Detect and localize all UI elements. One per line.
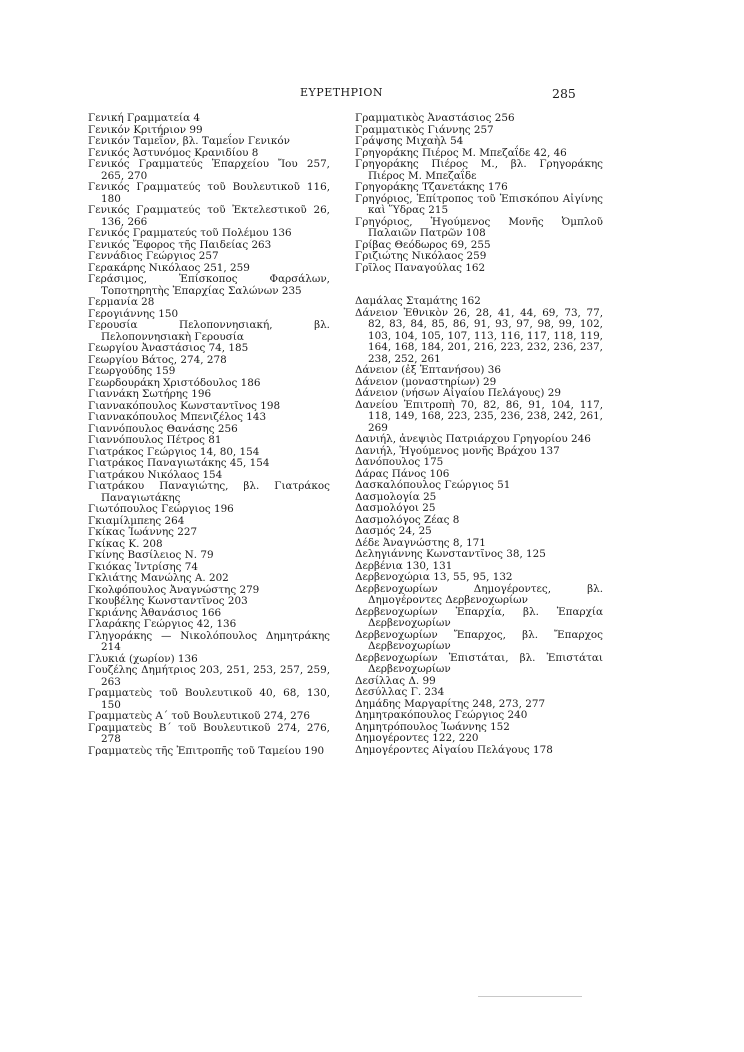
index-entry: Γριζιώτης Νικόλαος 259: [355, 250, 487, 262]
index-entry: Γιαννακόπουλος Κωνσταντῖνος 198: [88, 399, 281, 412]
index-entry: Δημογέροντες Αἰγαίου Πελάγους 178: [355, 743, 553, 756]
index-entry: Δασμολόγοι 25: [355, 502, 436, 514]
page-header: [0, 86, 744, 106]
index-entry: Δαμάλας Σταμάτης 162: [355, 295, 481, 307]
index-entry: Γενικός Γραμματεύς Ἐπαρχείου Ἴου 257, 265, 270: [88, 158, 330, 182]
index-entry: Δασκαλόπουλος Γεώργιος 51: [355, 479, 511, 491]
index-entry: Γιωτόπουλος Γεώργιος 196: [88, 503, 234, 515]
index-entry: Δημητρόπουλος Ἰωάννης 152: [355, 720, 510, 733]
index-entry: Γερογιάννης 150: [88, 307, 179, 320]
index-entry: Δερβένια 130, 131: [355, 559, 453, 572]
index-entry: Γενικός Ἔφορος τῆς Παιδείας 263: [88, 238, 272, 251]
index-entry: Δάνειον Ἐθνικὸν 26, 28, 41, 44, 69, 73, 77, 82, 83, 84, 85, 86, 91, 93, 97, 98, 99, 102, 103, 104, 105, 107, 113, 116, 117, 118, 119, 164, 168, 184, 201, 216, 223, 232, 236, 237, 238, 252, 261: [355, 306, 603, 365]
running-title: ΕΥΡΕΤΗΡΙΟΝ: [300, 86, 384, 99]
index-column-left: [88, 113, 330, 757]
index-entry: Γραμματικὸς Ἀναστάσιος 256: [355, 112, 515, 124]
index-entry: Γερουσία Πελοποννησιακή, βλ. Πελοποννησιακὴ Γερουσία: [88, 319, 330, 343]
index-entry: Δερβενοχωρίων Δημογέροντες, βλ. Δημογέροντες Δερβενοχωρίων: [355, 582, 603, 606]
index-entry: Γλαράκης Γεώργιος 42, 136: [88, 618, 237, 630]
index-entry: Γληγοράκης — Νικολόπουλος Δημητράκης 214: [88, 629, 330, 653]
index-entry: Γιαννόπουλος Θανάσης 256: [88, 422, 238, 435]
index-entry: Γραμματεὺς Β΄ τοῦ Βουλευτικοῦ 274, 276, 278: [88, 721, 330, 745]
index-entry: Γκιόκας Ἰντρίσης 74: [88, 560, 198, 573]
index-entry: Γρηγοράκης Πιέρος Μ., βλ. Γρηγοράκης Πιέρος Μ. Μπεζαΐδε: [355, 158, 603, 182]
page-number: 285: [552, 86, 576, 101]
index-entry: Δασμολόγος Ζέας 8: [355, 513, 460, 526]
index-entry: Γενικόν Ταμεΐον, βλ. Ταμεΐον Γενικόν: [88, 135, 290, 147]
index-entry: Γρίβας Θεόδωρος 69, 255: [355, 238, 491, 251]
index-entry: Γρηγοράκης Τζανετάκης 176: [355, 181, 508, 193]
index-entry: Δερβενοχώρια 13, 55, 95, 132: [355, 571, 513, 583]
index-entry: Γιατράκος Γεώργιος 14, 80, 154: [88, 445, 260, 458]
index-entry: Γκίνης Βασίλειος Ν. 79: [88, 549, 214, 561]
index-entry: Γκίκας Ἰωάννης 227: [88, 526, 198, 538]
index-entry: Δανόπουλος 175: [355, 456, 444, 468]
index-entry: Δέδε Ἀναγνώστης 8, 171: [355, 536, 486, 549]
index-entry: Δασμολογία 25: [355, 490, 437, 503]
index-entry: Γενικός Γραμματεύς τοῦ Ἐκτελεστικοῦ 26, 136, 266: [88, 204, 330, 228]
index-entry: Δεσίλλας Δ. 99: [355, 674, 436, 687]
index-entry: Γεωργίου Βάτος, 274, 278: [88, 353, 227, 366]
section-gap: [355, 274, 603, 296]
index-entry: Γενικός Γραμματεύς τοῦ Βουλευτικοῦ 116, 180: [88, 181, 330, 205]
index-entry: Δερβενοχωρίων Ἐπιστάται, βλ. Ἐπιστάται Δερβενοχωρίων: [355, 651, 603, 675]
index-entry: Γεράσιμος, Ἐπίσκοπος Φαρσάλων, Τοποτηρητὴς Ἐπαρχίας Σαλώνων 235: [88, 273, 330, 297]
index-entry: Γενικός Ἀστυνόμος Κρανιδίου 8: [88, 146, 259, 159]
index-entry: Δεληγιάννης Κωνσταντῖνος 38, 125: [355, 548, 546, 560]
index-entry: Δάνειον (μοναστηρίων) 29: [355, 375, 497, 388]
index-column-right: [355, 113, 603, 756]
index-entry: Γεωργίου Ἀναστάσιος 74, 185: [88, 342, 249, 354]
index-entry: Γεωρδουράκη Χριστόδουλος 186: [88, 376, 261, 389]
index-entry: Δημάδης Μαργαρίτης 248, 273, 277: [355, 697, 546, 710]
index-entry: Γρηγόριος, Ἐπίτροπος τοῦ Ἐπισκόπου Αἰγίνης καὶ Ὕδρας 215: [355, 192, 603, 216]
index-entry: Γκολφόπουλος Ἀναγνώστης 279: [88, 583, 260, 596]
index-entry: Γιατράκου Παναγιώτης, βλ. Γιατράκος Παναγιωτάκης: [88, 480, 330, 504]
index-entry: Γενικός Γραμματεύς τοῦ Πολέμου 136: [88, 227, 292, 239]
index-entry: Δημητρακόπουλος Γεώργιος 240: [355, 709, 528, 721]
index-entry: Δάνειον (ἐξ Ἑπτανήσου) 36: [355, 364, 501, 376]
index-entry: Γιατράκος Παναγιωτάκης 45, 154: [88, 457, 270, 469]
index-entry: Γρῖλος Παναγούλας 162: [355, 261, 486, 274]
index-entry: Γρηγόριος, Ἡγούμενος Μονῆς Ὀμπλοῦ Παλαιῶν Πατρῶν 108: [355, 215, 603, 239]
index-entry: Γκίκας Κ. 208: [88, 537, 163, 550]
index-entry: Γράψσης Μιχαὴλ 54: [355, 135, 464, 147]
index-section-delta: [355, 296, 603, 756]
index-entry: Δανιήλ, ἀνεψιὸς Πατριάρχου Γρηγορίου 246: [355, 433, 591, 445]
index-entry: Γιαννάκη Σωτήρης 196: [88, 388, 212, 400]
index-entry: Γκλιάτης Μανώλης Α. 202: [88, 572, 229, 584]
index-entry: Γραμματεὺς τῆς Ἐπιτροπῆς τοῦ Ταμείου 190: [88, 744, 325, 757]
index-entry: Γραμματικὸς Γιάννης 257: [355, 123, 494, 136]
index-entry: Γλυκιά (χωρίον) 136: [88, 652, 198, 665]
index-entry: Δανείου Ἐπιτροπὴ 70, 82, 86, 91, 104, 117, 118, 149, 168, 223, 235, 236, 238, 242, 261, 269: [355, 398, 603, 434]
index-entry: Γκριάνης Ἀθανάσιος 166: [88, 606, 222, 619]
index-entry: Γρηγοράκης Πιέρος Μ. Μπεζαΐδε 42, 46: [355, 146, 567, 159]
index-entry: Γεννάδιος Γεώργιος 257: [88, 250, 219, 262]
index-entry: Γκουβέλης Κωνσταντῖνος 203: [88, 595, 248, 607]
index-entry: Γιατράκου Νικόλαος 154: [88, 468, 223, 481]
index-entry: Δάνειον (νήσων Αἰγαίου Πελάγους) 29: [355, 387, 561, 399]
footer-rule: [478, 996, 582, 997]
index-entry: Γραμματεὺς τοῦ Βουλευτικοῦ 40, 68, 130, 150: [88, 687, 330, 711]
index-entry: Γενικόν Κριτήριον 99: [88, 123, 203, 136]
index-entry: Δασμός 24, 25: [355, 525, 432, 537]
index-entry: Γερμανία 28: [88, 296, 155, 308]
index-entry: Δάρας Πάνος 106: [355, 467, 450, 480]
index-entry: Γερακάρης Νικόλαος 251, 259: [88, 261, 250, 274]
index-entry: Δεσύλλας Γ. 234: [355, 686, 445, 698]
index-entry: Δερβενοχωρίων Ἔπαρχος, βλ. Ἔπαρχος Δερβενοχωρίων: [355, 628, 603, 652]
index-entry: Δημογέροντες 122, 220: [355, 732, 479, 744]
index-entry: Γραμματεὺς Α΄ τοῦ Βουλευτικοῦ 274, 276: [88, 710, 311, 722]
index-entry: Γιαννακόπουλος Μπενιζέλος 143: [88, 411, 267, 423]
index-entry: Γενική Γραμματεία 4: [88, 112, 200, 124]
index-section-gamma-continued: [355, 113, 603, 274]
index-entry: Γιαννόπουλος Πέτρος 81: [88, 434, 222, 446]
index-entry: Δανιήλ, Ἡγούμενος μονῆς Βράχου 137: [355, 444, 560, 457]
index-entry: Δερβενοχωρίων Ἐπαρχία, βλ. Ἐπαρχία Δερβενοχωρίων: [355, 605, 603, 629]
index-entry: Γεωργούδης 159: [88, 365, 176, 377]
index-entry: Γκιαμίλμπεης 264: [88, 514, 185, 527]
index-entry: Γουζέλης Δημήτριος 203, 251, 253, 257, 259, 263: [88, 664, 330, 688]
